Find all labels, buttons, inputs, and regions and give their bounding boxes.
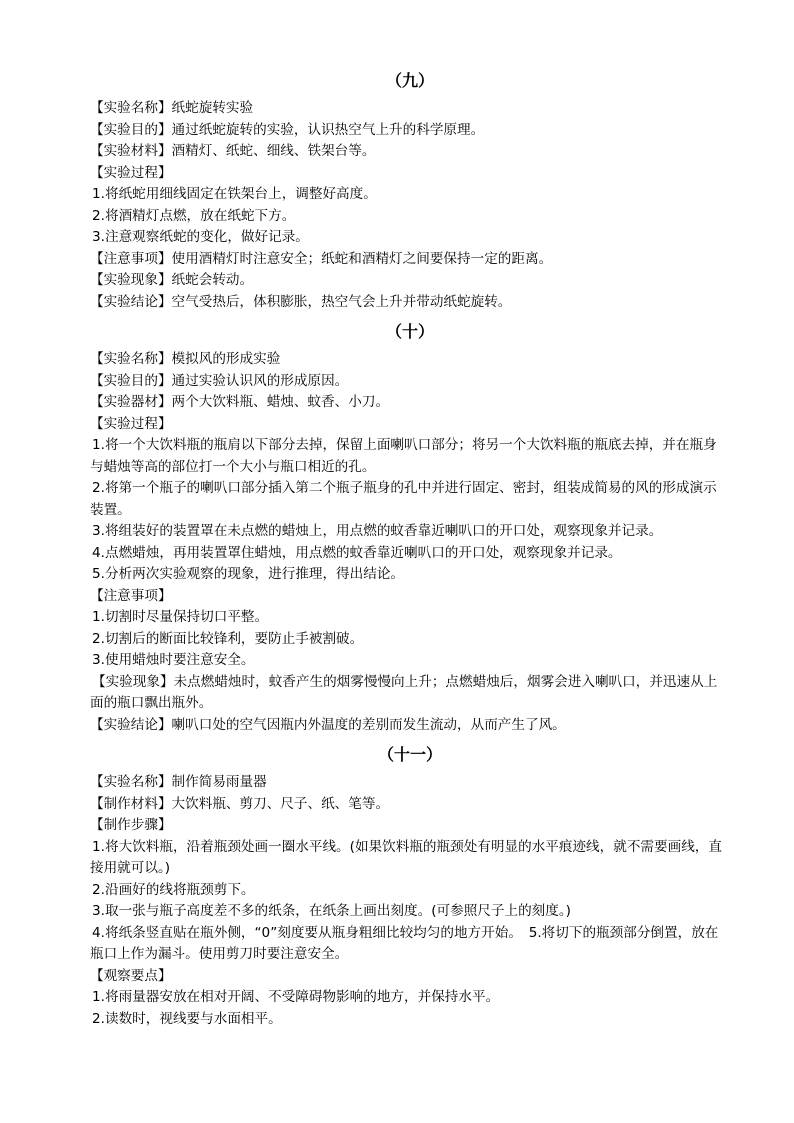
process-step: 3.注意观察纸蛇的变化，做好记录。: [92, 229, 309, 245]
observation-heading: 【观察要点】: [90, 967, 172, 984]
section-11: [90, 742, 730, 1030]
document-page: [90, 68, 730, 1030]
process-step: 1.将一个大饮料瓶的瓶肩以下部分去掉，保留上面喇叭口部分；将另一个大饮料瓶的瓶底去掉，并在瓶身与蜡烛等高的部位打一个大小与瓶口相近的孔。: [90, 437, 717, 475]
conclusion: 【实验结论】喇叭口处的空气因瓶内外温度的差别而发生流动，从而产生了风。: [90, 716, 566, 733]
experiment-name: 【实验名称】模拟风的形成实验: [90, 351, 281, 367]
process-step: 4.点燃蜡烛，再用装置罩住蜡烛，用点燃的蚊香靠近喇叭口的开口处，观察现象并记录。: [92, 544, 622, 561]
experiment-name: 【实验名称】纸蛇旋转实验: [90, 100, 254, 116]
section-title: （十一）: [377, 745, 442, 764]
experiment-purpose: 【实验目的】通过纸蛇旋转的实验，认识热空气上升的科学原理。: [90, 121, 485, 138]
section-9: [90, 68, 730, 313]
process-step: 5.分析两次实验观察的现象，进行推理，得出结论。: [92, 566, 405, 582]
conclusion: 【实验结论】空气受热后，体积膨胀，热空气会上升并带动纸蛇旋转。: [90, 293, 512, 310]
precaution-item: 1.切割时尽量保持切口平整。: [92, 609, 269, 625]
section-10: [90, 319, 730, 736]
section-title: （九）: [385, 71, 434, 90]
phenomenon: 【实验现象】纸蛇会转动。: [90, 272, 254, 288]
observation-item: 2.读数时，视线要与水面相平。: [92, 1010, 282, 1027]
making-step: 3.取一张与瓶子高度差不多的纸条，在纸条上画出刻度。(可参照尺子上的刻度。): [92, 903, 571, 919]
experiment-materials: 【实验材料】酒精灯、纸蛇、细线、铁架台等。: [90, 143, 376, 159]
precautions: 【注意事项】使用酒精灯时注意安全；纸蛇和酒精灯之间要保持一定的距离。: [90, 250, 553, 267]
process-heading: 【实验过程】: [90, 415, 172, 432]
steps-heading: 【制作步骤】: [90, 817, 172, 833]
process-step: 2.将酒精灯点燃，放在纸蛇下方。: [92, 207, 296, 224]
precautions-heading: 【注意事项】: [90, 587, 172, 604]
process-heading: 【实验过程】: [90, 164, 172, 181]
experiment-purpose: 【实验目的】通过实验认识风的形成原因。: [90, 372, 349, 389]
precaution-item: 3.使用蜡烛时要注意安全。: [92, 652, 255, 668]
process-step: 3.将组装好的装置罩在未点燃的蜡烛上，用点燃的蚊香靠近喇叭口的开口处，观察现象并记录。: [92, 523, 663, 539]
experiment-name: 【实验名称】制作简易雨量器: [90, 774, 267, 790]
making-step: 2.沿画好的线将瓶颈剪下。: [92, 881, 255, 898]
experiment-materials: 【实验器材】两个大饮料瓶、蜡烛、蚊香、小刀。: [90, 394, 390, 410]
phenomenon: 【实验现象】未点燃蜡烛时，蚊香产生的烟雾慢慢向上升；点燃蜡烛后，烟雾会进入喇叭口，并迅速从上面的瓶口飘出瓶外。: [90, 673, 718, 711]
section-title: （十）: [385, 322, 434, 341]
precaution-item: 2.切割后的断面比较锋利，要防止手被割破。: [92, 630, 364, 647]
observation-item: 1.将雨量器安放在相对开阔、不受障碍物影响的地方，并保持水平。: [92, 989, 500, 1005]
making-step: 4.将纸条竖直贴在瓶外侧，“0”刻度要从瓶身粗细比较均匀的地方开始。 5.将切下的瓶颈部分倒置，放在瓶口上作为漏斗。使用剪刀时要注意安全。: [90, 924, 719, 962]
process-step: 2.将第一个瓶子的喇叭口部分插入第二个瓶子瓶身的孔中并进行固定、密封，组装成简易的风的形成演示装置。: [90, 480, 717, 518]
process-step: 1.将纸蛇用细线固定在铁架台上，调整好高度。: [92, 186, 377, 202]
making-step: 1.将大饮料瓶，沿着瓶颈处画一圈水平线。(如果饮料瓶的瓶颈处有明显的水平痕迹线，就不需要画线，直接用就可以。): [90, 838, 722, 876]
making-materials: 【制作材料】大饮料瓶、剪刀、尺子、纸、笔等。: [90, 795, 390, 812]
